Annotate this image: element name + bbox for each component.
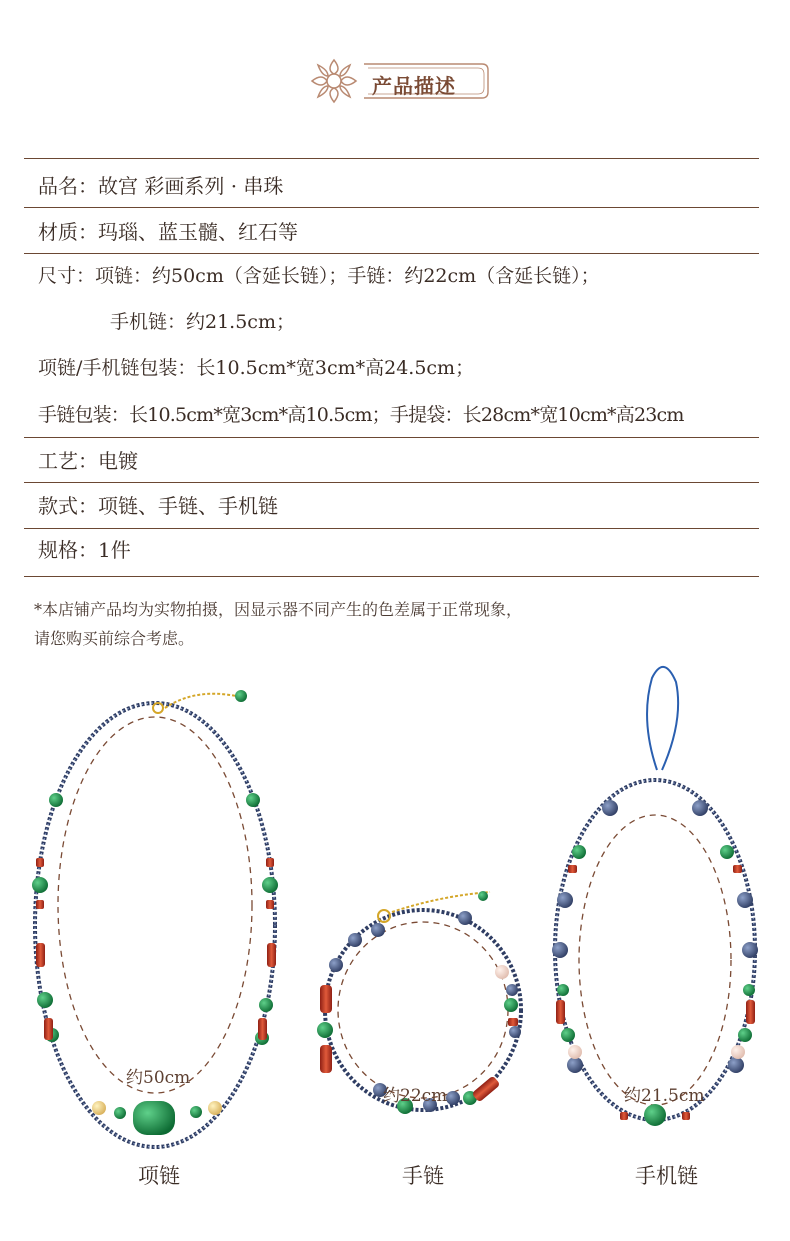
spec-size-line-2: 手机链：约21.5cm； [110, 311, 295, 333]
section-title: 产品描述 [372, 74, 456, 98]
spec-material: 材质：玛瑙、蓝玉髓、红石等 [38, 220, 298, 244]
bracelet-caption: 手链 [402, 1164, 444, 1188]
spec-size-line-4: 手链包装：长10.5cm*宽3cm*高10.5cm；手提袋：长28cm*宽10cm*高23cm [38, 404, 684, 426]
phone-chain-length-label: 约21.5cm [624, 1086, 705, 1106]
table-divider [24, 158, 759, 159]
necklace-length-label: 约50cm [126, 1068, 191, 1088]
table-divider [24, 253, 759, 254]
necklace-caption: 项链 [138, 1164, 180, 1188]
spec-name: 品名：故宫 彩画系列 · 串珠 [38, 174, 284, 198]
disclaimer-line-1: *本店铺产品均为实物拍摄，因显示器不同产生的色差属于正常现象， [34, 600, 523, 619]
table-divider [24, 528, 759, 529]
phone-chain-image [552, 667, 758, 1126]
bracelet-length-label: 约22cm [383, 1086, 448, 1106]
section-header [0, 56, 790, 112]
spec-size-line-3: 项链/手机链包装：长10.5cm*宽3cm*高24.5cm； [38, 357, 475, 379]
spec-size-line-1: 尺寸：项链：约50cm（含延长链）；手链：约22cm（含延长链）； [38, 265, 600, 287]
jewelry-photos [0, 660, 790, 1237]
product-illustrations [0, 660, 790, 1237]
table-divider [24, 207, 759, 208]
spec-craft: 工艺：电镀 [38, 449, 138, 473]
phone-chain-caption: 手机链 [635, 1164, 698, 1188]
table-divider [24, 437, 759, 438]
spec-spec: 规格：1件 [38, 538, 131, 562]
table-divider [24, 482, 759, 483]
spec-style: 款式：项链、手链、手机链 [38, 494, 278, 518]
table-divider [24, 576, 759, 577]
disclaimer-line-2: 请您购买前综合考虑。 [34, 629, 195, 648]
